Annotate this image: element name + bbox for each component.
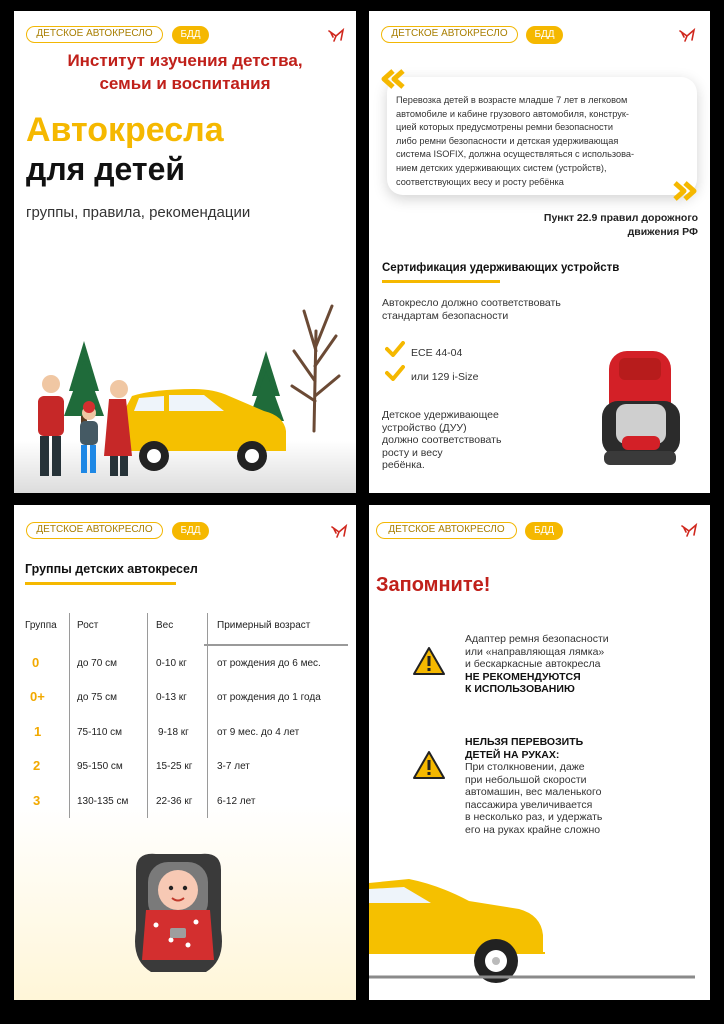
check-item: ECE 44-04 [411, 347, 463, 359]
warning-line: или «направляющая лямка» [465, 645, 605, 658]
warning-bold-line: НЕ РЕКОМЕНДУЮТСЯ [465, 670, 581, 683]
warning-line: и бескаркасные автокресла [465, 658, 601, 670]
height-cell: 130-135 см [77, 796, 129, 807]
quote-line: автомобиле и кабине грузового автомобиля, конструк- [396, 108, 629, 119]
column-header: Рост [77, 620, 99, 631]
warning-line: при небольшой скорости [465, 773, 587, 786]
group-number: 0+ [30, 689, 45, 704]
group-number: 0 [32, 655, 40, 670]
title-underline [382, 280, 500, 283]
page-groups [14, 505, 356, 1000]
height-cell: до 75 см [77, 692, 117, 703]
height-cell: 95-150 см [77, 761, 123, 772]
page-title-line1: Автокресла [26, 111, 224, 149]
quote-source [544, 211, 698, 239]
clown-hat-logo-icon [678, 27, 696, 43]
warning-bold-line: К ИСПОЛЬЗОВАНИЮ [465, 683, 575, 695]
height-cell: до 70 см [77, 658, 117, 669]
standard-text [382, 297, 561, 323]
check-item: или 129 i-Size [411, 371, 479, 383]
duu-text [382, 409, 501, 472]
age-cell: от рождения до 1 года [217, 692, 321, 703]
page-title-line2: для детей [26, 151, 186, 187]
topic-tag: ДЕТСКОЕ АВТОКРЕСЛО [381, 26, 518, 43]
column-divider [147, 613, 148, 818]
quote-line: Перевозка детей в возрасте младше 7 лет в легковом [396, 95, 628, 105]
group-number: 2 [33, 758, 41, 773]
age-cell: от 9 мес. до 4 лет [217, 727, 300, 738]
group-number: 3 [33, 793, 41, 808]
quote-line: система ISOFIX, должна осуществляться с использова- [396, 149, 635, 160]
page-rules [369, 11, 710, 493]
page-title: Группы детских автокресел [25, 562, 198, 576]
group-number: 1 [34, 724, 42, 739]
warning-line: Адаптер ремня безопасности [465, 633, 609, 645]
weight-cell: 9-18 кг [158, 727, 189, 738]
warning-2-text [465, 736, 602, 836]
weight-cell: 22-36 кг [156, 796, 193, 807]
age-cell: 3-7 лет [217, 761, 250, 772]
duu-line: Детское удерживающее [382, 409, 499, 421]
warning-line: автомашин, вес маленького [465, 786, 602, 798]
car-seat-image [594, 346, 689, 476]
page-subtitle: группы, правила, рекомендации [26, 204, 251, 221]
clown-hat-logo-icon [327, 27, 345, 43]
standard-line: стандартам безопасности [382, 310, 509, 322]
institute-name [14, 49, 356, 95]
page-cover [14, 11, 356, 493]
clown-hat-logo-icon [680, 522, 698, 538]
section-title: Сертификация удерживающих устройств [382, 262, 620, 274]
age-cell: от рождения до 6 мес. [217, 658, 321, 669]
section-tag: БДД [172, 522, 209, 540]
duu-line: должно соответствовать [382, 434, 502, 447]
weight-cell: 0-13 кг [156, 692, 187, 703]
warning-line: пассажира увеличивается [465, 798, 593, 811]
quote-text [396, 94, 696, 189]
column-divider [207, 613, 208, 818]
page-title: Запомните! [376, 574, 491, 596]
car-illustration [369, 865, 710, 995]
quote-line: нием детских удерживающих систем (устройств), [396, 162, 607, 173]
page-remember [369, 505, 710, 1000]
quote-line: цией которых предусмотрены ремни безопасности [396, 122, 613, 133]
section-tag: БДД [172, 26, 209, 44]
column-divider [69, 613, 70, 818]
warning-icon [413, 750, 445, 780]
duu-line: ребёнка. [382, 459, 425, 472]
topic-tag: ДЕТСКОЕ АВТОКРЕСЛО [26, 522, 163, 539]
checkmark-icon [385, 341, 405, 357]
topic-tag: ДЕТСКОЕ АВТОКРЕСЛО [26, 26, 163, 43]
standard-line: Автокресло должно соответствовать [382, 297, 561, 309]
warning-1-text [465, 633, 609, 696]
section-tag: БДД [526, 26, 563, 44]
family-car-illustration [14, 271, 356, 493]
institute-line: Институт изучения детства, [67, 51, 303, 70]
column-header: Примерный возраст [217, 620, 311, 631]
duu-line: росту и весу [382, 446, 443, 459]
quote-line: соответствующих весу и росту ребёнка [396, 176, 564, 187]
age-cell: 6-12 лет [217, 796, 256, 807]
quote-line: либо ремни безопасности и детская удерживающая [396, 135, 619, 146]
column-header: Группа [25, 620, 57, 631]
source-line: Пункт 22.9 правил дорожного [543, 212, 698, 224]
warning-line: При столкновении, даже [465, 761, 585, 773]
warning-bold-line: НЕЛЬЗЯ ПЕРЕВОЗИТЬ [465, 736, 584, 748]
warning-line: в несколько раз, и удержать [465, 811, 603, 823]
institute-line: семьи и воспитания [99, 74, 271, 93]
open-quote-icon [379, 69, 407, 89]
duu-line: устройство (ДУУ) [382, 421, 467, 434]
topic-tag: ДЕТСКОЕ АВТОКРЕСЛО [376, 522, 517, 539]
column-header: Вес [156, 620, 174, 631]
warning-line: его на руках крайне сложно [465, 823, 601, 836]
warning-bold-line: ДЕТЕЙ НА РУКАХ: [465, 748, 560, 761]
weight-cell: 0-10 кг [156, 658, 187, 669]
height-cell: 75-110 см [77, 727, 123, 738]
baby-in-seat-illustration [126, 850, 231, 980]
warning-icon [413, 646, 445, 676]
clown-hat-logo-icon [330, 523, 348, 539]
header-rule [204, 644, 348, 646]
title-underline [25, 582, 176, 585]
source-line: движения РФ [627, 226, 698, 238]
checkmark-icon [385, 365, 405, 381]
weight-cell: 15-25 кг [156, 761, 193, 772]
section-tag: БДД [525, 522, 563, 540]
